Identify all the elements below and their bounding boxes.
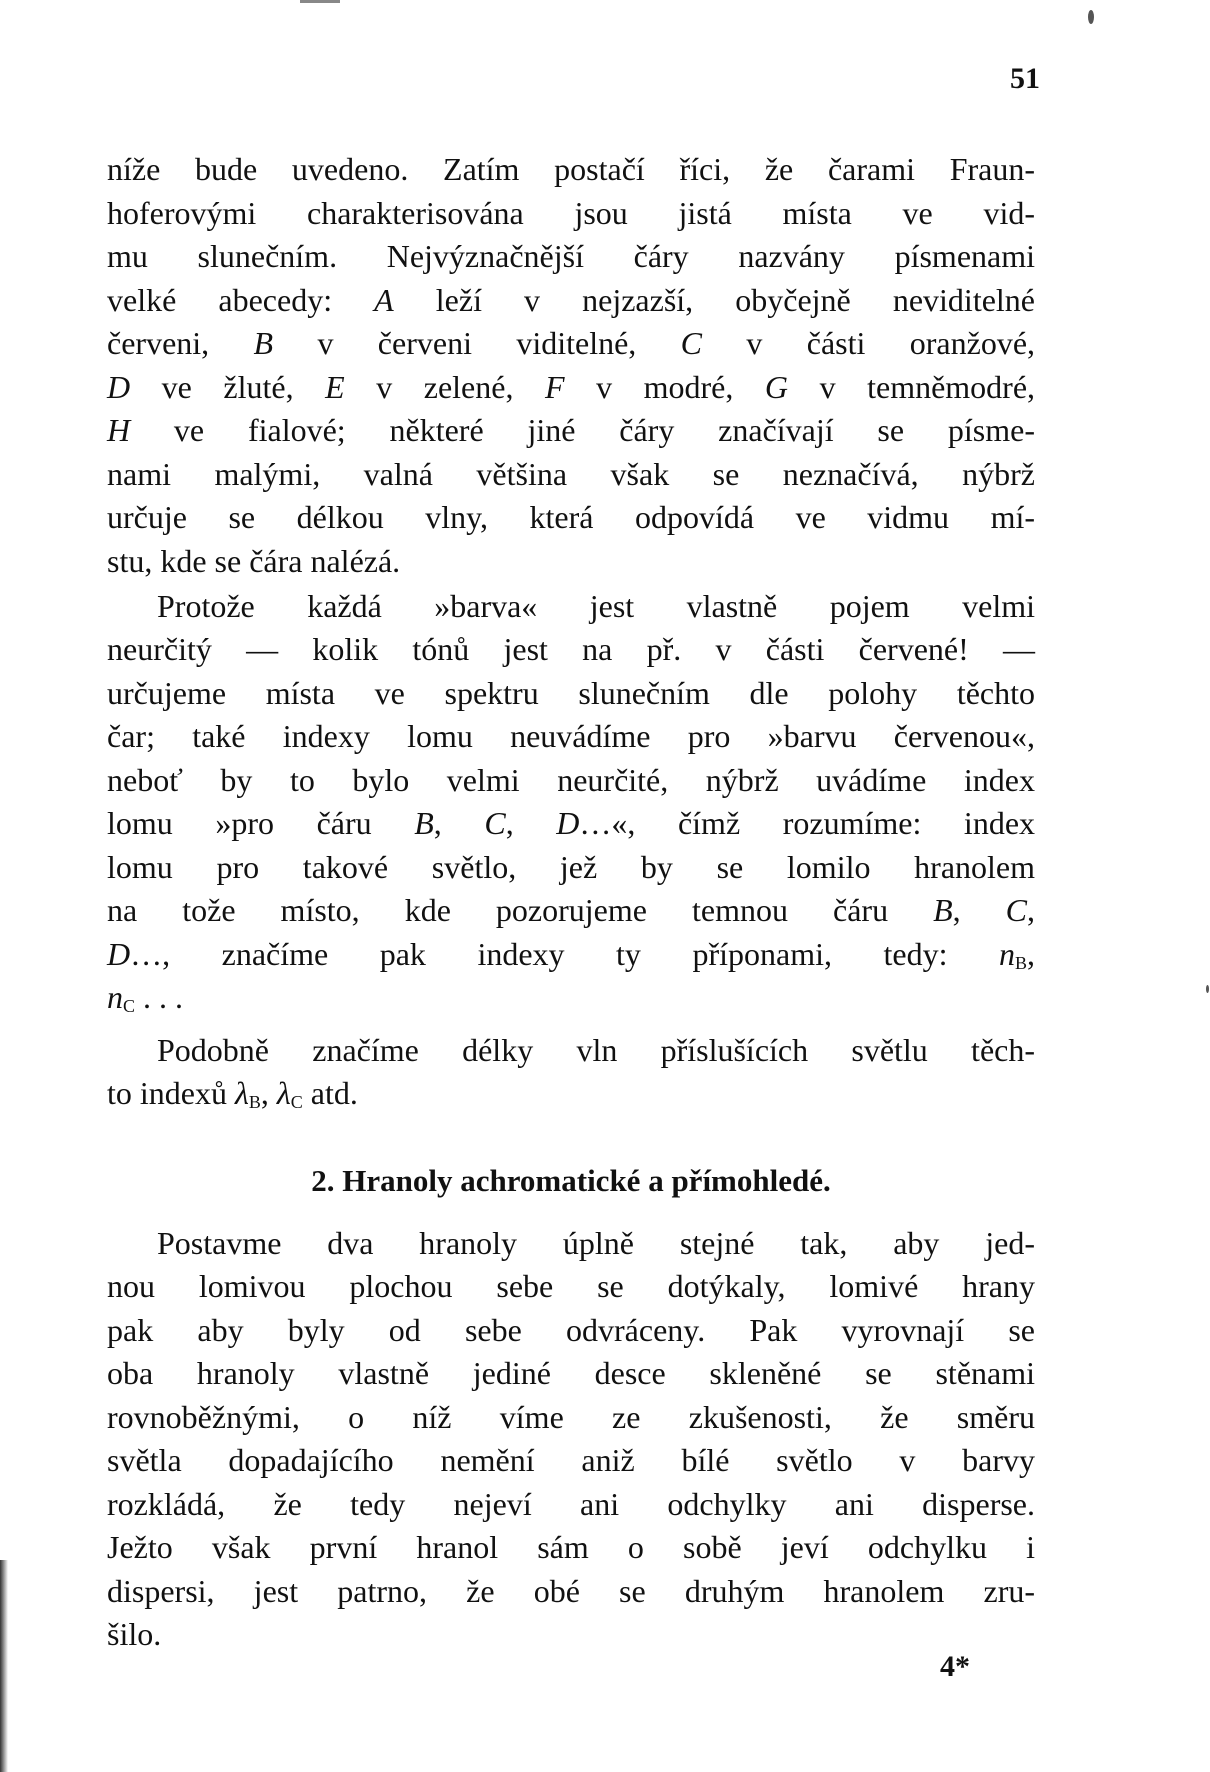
- italic-symbol: E: [325, 369, 345, 405]
- text-line: [107, 278, 1035, 322]
- text-run: ve žluté,: [130, 369, 326, 405]
- signature-mark: 4*: [940, 1650, 970, 1683]
- text-run: níže bude uvedeno. Zatím postačí říci, že čarami Fraun-: [107, 151, 1035, 187]
- italic-symbol: D: [107, 369, 131, 405]
- text-run: …«, čímž rozumíme: index: [579, 805, 1036, 841]
- text-run: lomu »pro čáru: [107, 805, 415, 841]
- text-line: [107, 408, 1035, 452]
- text-run: ve fialové; některé jiné čáry značívají se písme-: [130, 412, 1035, 448]
- italic-symbol: n: [998, 936, 1015, 972]
- text-line: [107, 452, 1035, 496]
- text-line: [107, 975, 1035, 1019]
- text-line: [107, 714, 1035, 758]
- text-line: [157, 584, 1035, 628]
- text-run: čar; také indexy lomu neuvádíme pro »barvu červenou«,: [107, 718, 1035, 754]
- italic-symbol: λ: [276, 1075, 291, 1111]
- text-run: pak aby byly od sebe odvráceny. Pak vyrovnají se: [107, 1312, 1035, 1348]
- text-run: neboť by to bylo velmi neurčité, nýbrž uvádíme index: [107, 762, 1035, 798]
- section-heading: 2. Hranoly achromatické a přímohledé.: [311, 1163, 831, 1198]
- text-run: v modré,: [564, 369, 765, 405]
- text-run: nami malými, valná většina však se neznačívá, nýbrž: [107, 456, 1035, 492]
- text-run: v červeni viditelné,: [273, 325, 681, 361]
- text-line: [107, 932, 1035, 976]
- text-run: ,: [260, 1075, 277, 1111]
- italic-symbol: C: [484, 805, 506, 841]
- text-run: dispersi, jest patrno, že obé se druhým hranolem zru-: [107, 1573, 1035, 1609]
- text-run: lomu pro takové světlo, jež by se lomilo hranolem: [107, 849, 1035, 885]
- text-run: nou lomivou plochou sebe se dotýkaly, lomivé hrany: [107, 1268, 1035, 1304]
- text-run: rovnoběžnými, o níž víme ze zkušenosti, že směru: [107, 1399, 1035, 1435]
- scan-speck: [300, 0, 340, 3]
- text-run: to indexů: [107, 1075, 235, 1111]
- text-line: [107, 801, 1035, 845]
- scan-speck: [1206, 985, 1209, 993]
- text-line: [107, 888, 1035, 932]
- text-line: [107, 1612, 1035, 1656]
- subscript: C: [290, 1092, 303, 1112]
- text-line: [157, 1221, 1035, 1265]
- text-run: velké abecedy:: [107, 282, 375, 318]
- text-run: Postavme dva hranoly úplně stejné tak, aby jed-: [157, 1225, 1035, 1261]
- text-run: Podobně značíme délky vln příslušících světlu těch-: [157, 1032, 1035, 1068]
- italic-symbol: C: [680, 325, 703, 361]
- text-line: [107, 365, 1035, 409]
- text-line: [107, 1569, 1035, 1613]
- text-run: . . .: [135, 979, 184, 1015]
- text-line: [107, 671, 1035, 715]
- text-run: …, značíme pak indexy ty příponami, tedy:: [130, 936, 999, 972]
- italic-symbol: D: [556, 805, 580, 841]
- text-line: [107, 539, 1035, 583]
- text-run: Ježto však první hranol sám o sobě jeví odchylku i: [107, 1529, 1035, 1565]
- text-line: [107, 1525, 1035, 1569]
- italic-symbol: B: [933, 892, 953, 928]
- text-line: [107, 1071, 1035, 1115]
- text-run: neurčitý — kolik tónů jest na př. v části červené! —: [107, 631, 1035, 667]
- text-run: červeni,: [107, 325, 254, 361]
- text-run: leží v nejzazší, obyčejně neviditelné: [393, 282, 1035, 318]
- italic-symbol: D: [107, 936, 131, 972]
- italic-symbol: H: [107, 412, 131, 448]
- text-line: [107, 845, 1035, 889]
- text-run: v temněmodré,: [788, 369, 1036, 405]
- italic-symbol: G: [764, 369, 789, 405]
- text-line: [107, 1395, 1035, 1439]
- text-run: ,: [433, 805, 485, 841]
- text-run: v části oranžové,: [702, 325, 1036, 361]
- text-line: [107, 147, 1035, 191]
- text-run: Protože každá »barva« jest vlastně pojem velmi: [157, 588, 1035, 624]
- text-line: [157, 1028, 1035, 1072]
- text-line: [107, 1308, 1035, 1352]
- subscript: B: [1014, 953, 1027, 973]
- text-line: [107, 191, 1035, 235]
- text-run: hoferovými charakterisována jsou jistá místa ve vid-: [107, 195, 1035, 231]
- text-line: [107, 495, 1035, 539]
- italic-symbol: n: [107, 979, 123, 1015]
- scan-speck: [1088, 10, 1094, 24]
- scan-edge-shadow: [0, 1560, 8, 1772]
- text-run: v zelené,: [344, 369, 545, 405]
- text-line: [107, 234, 1035, 278]
- italic-symbol: λ: [234, 1075, 249, 1111]
- italic-symbol: B: [414, 805, 434, 841]
- text-run: ,: [952, 892, 1006, 928]
- text-run: na tože místo, kde pozorujeme temnou čáru: [107, 892, 934, 928]
- text-run: rozkládá, že tedy nejeví ani odchylky ani disperse.: [107, 1486, 1035, 1522]
- text-run: určujeme místa ve spektru slunečním dle polohy těchto: [107, 675, 1035, 711]
- text-line: [107, 1438, 1035, 1482]
- text-run: ,: [1027, 892, 1036, 928]
- subscript: C: [123, 996, 136, 1016]
- text-run: oba hranoly vlastně jediné desce skleněné se stěnami: [107, 1355, 1035, 1391]
- italic-symbol: A: [374, 282, 394, 318]
- text-line: [107, 1264, 1035, 1308]
- text-run: mu slunečním. Nejvýznačnější čáry nazvány písmenami: [107, 238, 1035, 274]
- text-run: stu, kde se čára nalézá.: [107, 543, 401, 579]
- text-run: ,: [505, 805, 557, 841]
- text-run: atd.: [302, 1075, 358, 1111]
- text-line: [107, 1482, 1035, 1526]
- text-run: určuje se délkou vlny, která odpovídá ve vidmu mí-: [107, 499, 1035, 535]
- italic-symbol: F: [545, 369, 565, 405]
- text-run: ,: [1027, 936, 1035, 972]
- text-line: [107, 1351, 1035, 1395]
- italic-symbol: B: [253, 325, 274, 361]
- text-line: [107, 627, 1035, 671]
- text-line: [107, 321, 1035, 365]
- italic-symbol: C: [1005, 892, 1028, 928]
- text-line: [107, 758, 1035, 802]
- page-number: 51: [1010, 62, 1040, 95]
- subscript: B: [248, 1092, 261, 1112]
- text-run: šilo.: [107, 1616, 162, 1652]
- text-run: světla dopadajícího nemění aniž bílé světlo v barvy: [107, 1442, 1035, 1478]
